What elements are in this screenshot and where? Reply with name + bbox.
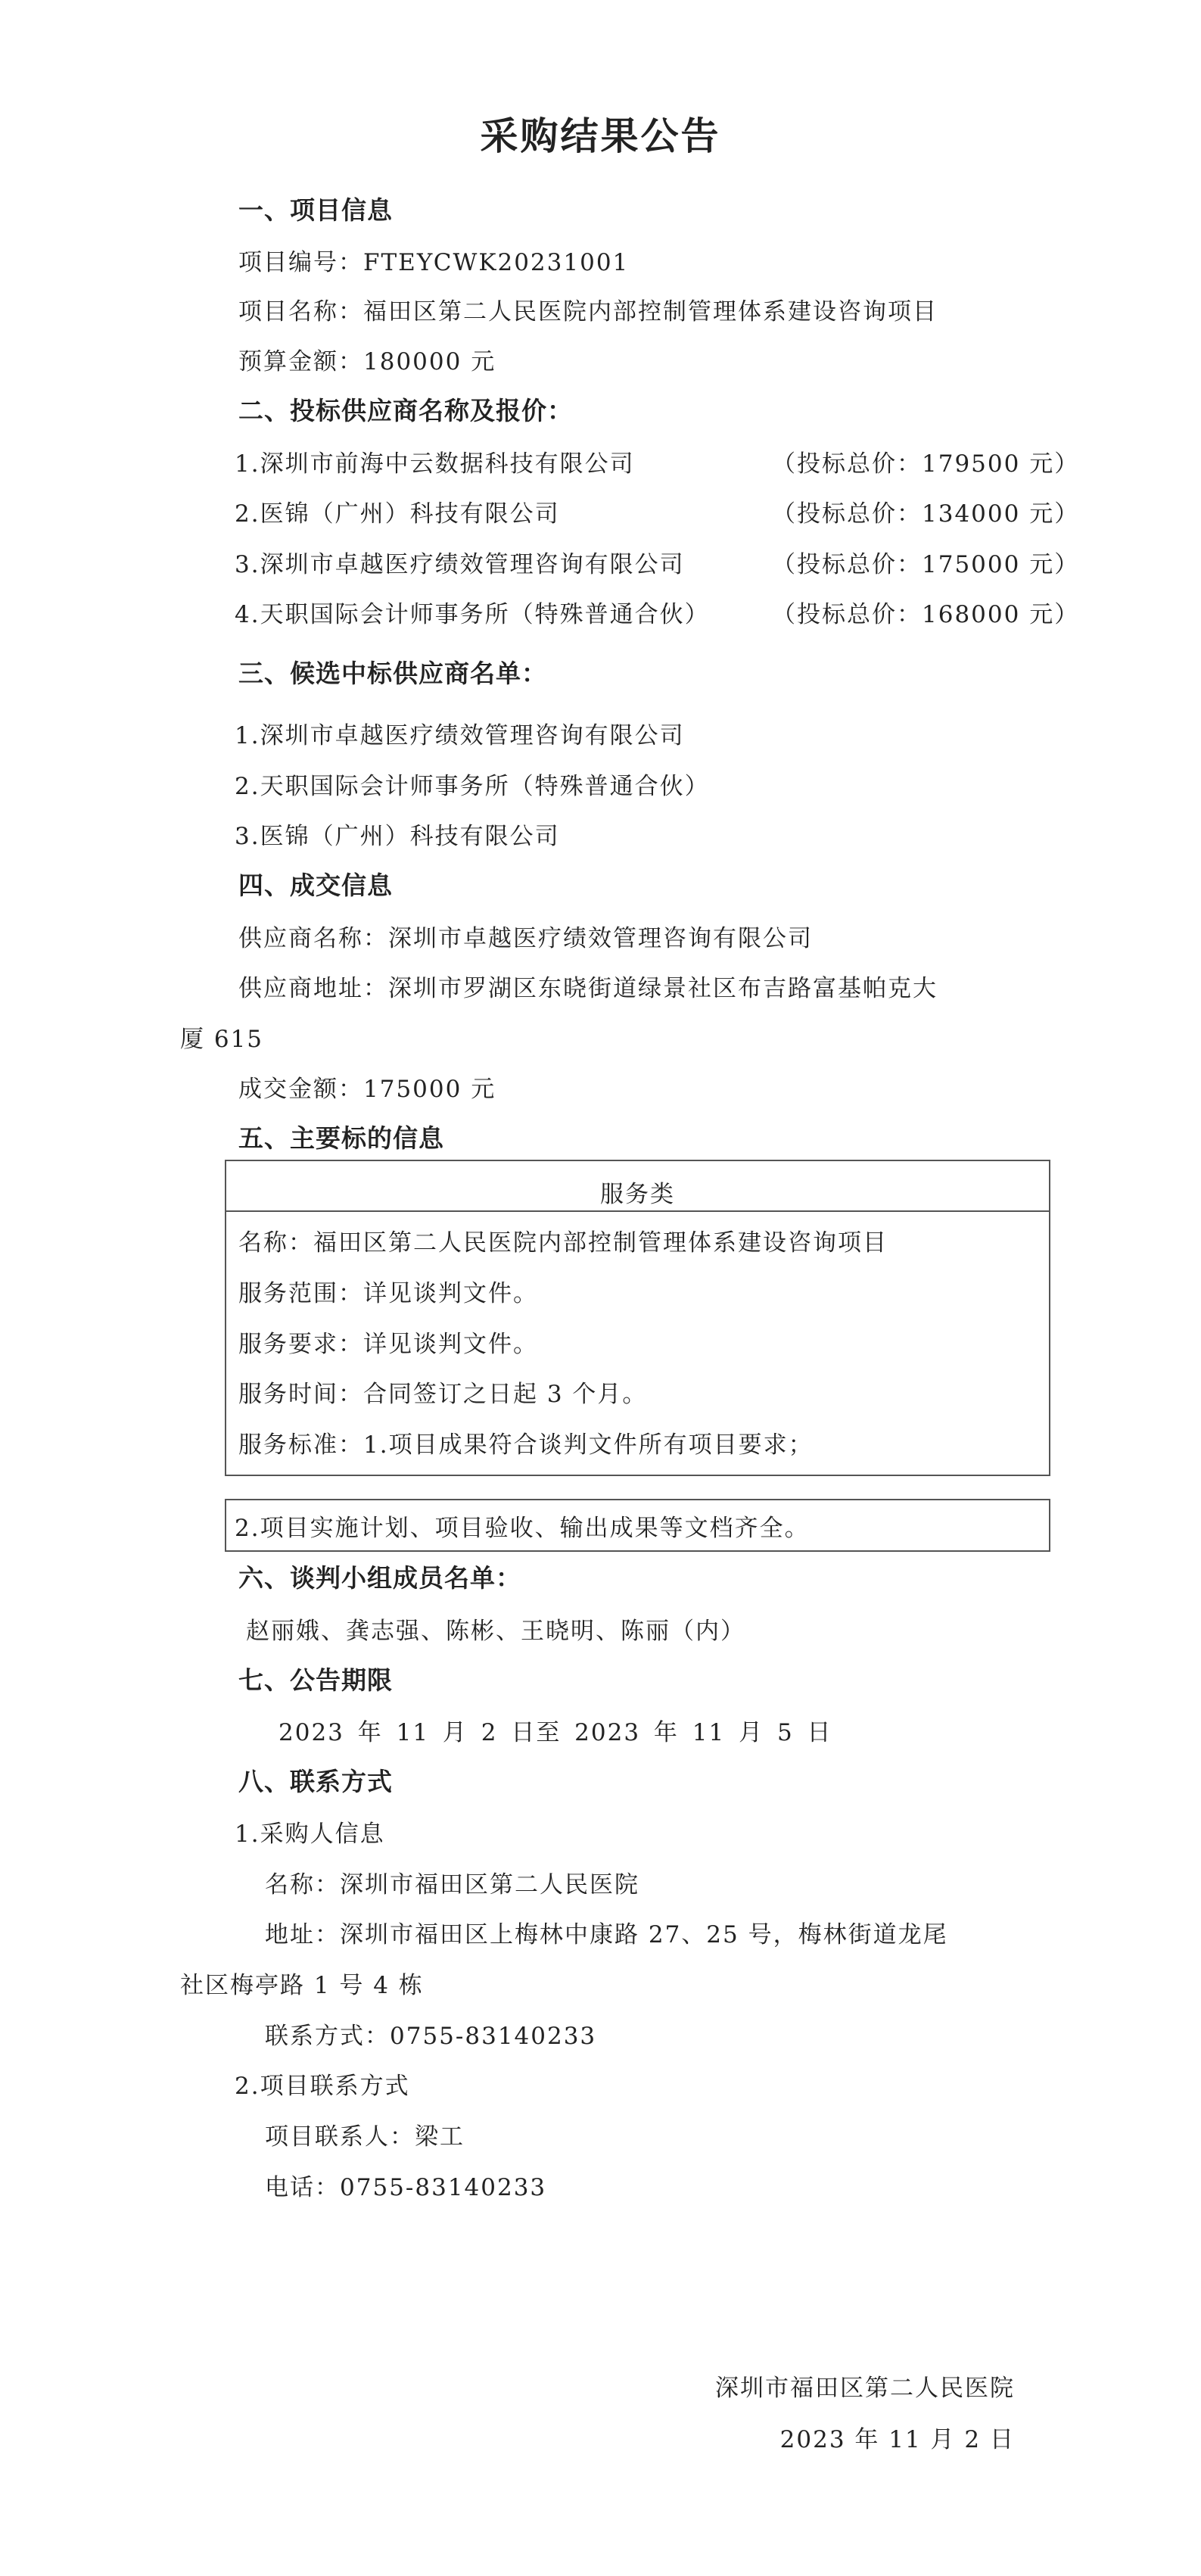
table-row: 服务时间：合同签订之日起 3 个月。 — [238, 1381, 648, 1408]
bidder-name: 1.深圳市前海中云数据科技有限公司 — [235, 450, 635, 478]
section-1-heading: 一、项目信息 — [238, 195, 393, 225]
project-phone: 电话：0755-83140233 — [265, 2174, 547, 2201]
table-divider — [225, 1210, 1050, 1212]
supplier-name: 供应商名称：深圳市卓越医疗绩效管理咨询有限公司 — [238, 925, 813, 952]
candidate-item: 2.天职国际会计师事务所（特殊普通合伙） — [235, 773, 710, 800]
buyer-address-line-2: 社区梅亭路 1 号 4 栋 — [180, 1972, 424, 1999]
committee-members: 赵丽娥、龚志强、陈彬、王晓明、陈丽（内） — [246, 1618, 745, 1645]
table-row: 2.项目实施计划、项目验收、输出成果等文档齐全。 — [235, 1515, 810, 1542]
table-row: 服务要求：详见谈判文件。 — [238, 1331, 538, 1358]
project-contact-person: 项目联系人：梁工 — [265, 2123, 465, 2151]
bidder-price: （投标总价：134000 元） — [772, 500, 1080, 528]
section-4-heading: 四、成交信息 — [238, 871, 393, 900]
buyer-info-heading: 1.采购人信息 — [235, 1821, 385, 1848]
section-6-heading: 六、谈判小组成员名单： — [238, 1563, 521, 1593]
candidate-item: 1.深圳市卓越医疗绩效管理咨询有限公司 — [235, 722, 685, 749]
bidder-price: （投标总价：175000 元） — [772, 551, 1080, 578]
page-title: 采购结果公告 — [480, 114, 721, 158]
bidder-name: 4.天职国际会计师事务所（特殊普通合伙） — [235, 601, 710, 628]
section-8-heading: 八、联系方式 — [238, 1767, 393, 1796]
table-header: 服务类 — [600, 1181, 675, 1208]
project-name: 项目名称：福田区第二人民医院内部控制管理体系建设咨询项目 — [238, 298, 938, 326]
issuing-organization: 深圳市福田区第二人民医院 — [715, 2375, 1015, 2402]
project-number: 项目编号：FTEYCWK20231001 — [238, 249, 630, 276]
issue-date: 2023 年 11 月 2 日 — [779, 2426, 1015, 2453]
supplier-address-line-2: 厦 615 — [180, 1026, 264, 1053]
section-2-heading: 二、投标供应商名称及报价： — [238, 396, 573, 425]
supplier-address-line-1: 供应商地址：深圳市罗湖区东晓街道绿景社区布吉路富基帕克大 — [238, 975, 938, 1002]
bidder-price: （投标总价：168000 元） — [772, 601, 1080, 628]
section-3-heading: 三、候选中标供应商名单： — [238, 659, 547, 688]
buyer-name: 名称：深圳市福田区第二人民医院 — [265, 1871, 639, 1899]
notice-period: 2023 年 11 月 2 日至 2023 年 11 月 5 日 — [278, 1719, 832, 1746]
table-row: 名称：福田区第二人民医院内部控制管理体系建设咨询项目 — [238, 1229, 888, 1257]
candidate-item: 3.医锦（广州）科技有限公司 — [235, 823, 560, 850]
deal-amount: 成交金额：175000 元 — [238, 1076, 496, 1103]
section-5-heading: 五、主要标的信息 — [238, 1123, 444, 1153]
bidder-price: （投标总价：179500 元） — [772, 450, 1080, 478]
bidder-name: 3.深圳市卓越医疗绩效管理咨询有限公司 — [235, 551, 685, 578]
bidder-name: 2.医锦（广州）科技有限公司 — [235, 500, 560, 528]
buyer-address-line-1: 地址：深圳市福田区上梅林中康路 27、25 号，梅林街道龙尾 — [265, 1921, 948, 1948]
buyer-contact: 联系方式：0755-83140233 — [265, 2023, 597, 2050]
section-7-heading: 七、公告期限 — [238, 1665, 393, 1695]
budget-amount: 预算金额：180000 元 — [238, 348, 496, 375]
table-row: 服务标准：1.项目成果符合谈判文件所有项目要求； — [238, 1431, 814, 1459]
table-row: 服务范围：详见谈判文件。 — [238, 1280, 538, 1307]
project-contact-heading: 2.项目联系方式 — [235, 2073, 410, 2100]
